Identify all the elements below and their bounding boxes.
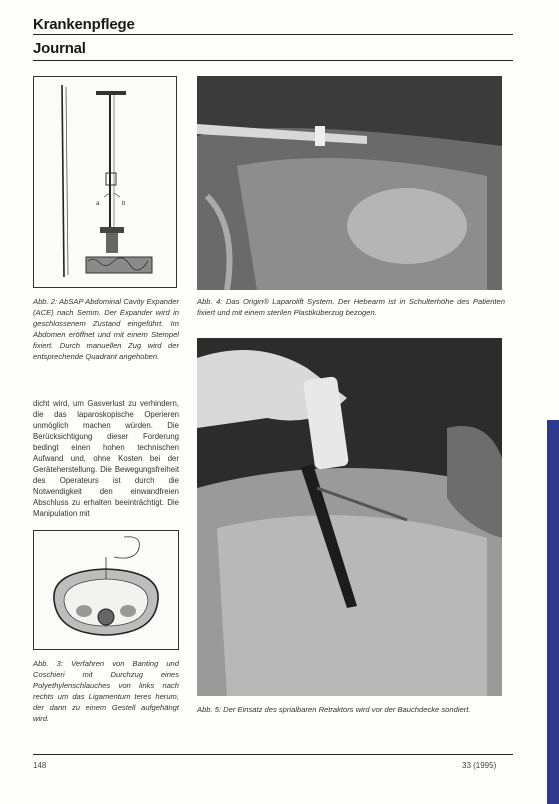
section-title: Krankenpflege xyxy=(33,16,135,33)
footer-rule xyxy=(33,754,513,755)
figure-2-caption: Abb. 2: AbSAP Abdominal Cavity Expander (ACE) nach Semm. Der Expander wird in geschlossenem Zustand eingeführt. Im Abdomen eröffnet und mit einem Stempel fixiert. Durch manuellen Zug wird der entsprechende Quadrant angehoben. xyxy=(33,297,179,361)
issue-number: 33 (1995) xyxy=(462,761,497,770)
svg-text:b: b xyxy=(122,201,126,207)
expander-drawing-icon xyxy=(34,77,176,287)
figure-5-caption: Abb. 5: Der Einsatz des sprialbaren Retraktors wird vor der Bauchdecke sondiert. xyxy=(197,705,471,714)
figure-4-photo xyxy=(197,76,502,290)
figure-3-caption: Abb. 3: Verfahren von Banting und Coschieri mit Durchzug eines Polyethylenschlauches von links nach rechts um das Ligamentum teres herum, der dann zu einem Gestell aufgehängt wird. xyxy=(33,659,179,723)
header-rule-bottom xyxy=(33,60,513,61)
subsection-title: Journal xyxy=(33,40,86,57)
header-rule-top xyxy=(33,34,513,35)
figure-3-cross-section-drawing xyxy=(33,530,179,650)
page-edge-tab xyxy=(547,420,559,804)
article-body-text: dicht wird, um Gasverlust zu verhindern, die das laparoskopische Operieren unmöglich machen würden. Die Berücksichtigung dieser Forderung bedingt einen hohen technischen Aufwand und, ohne Kosten bei der Geräteherstellung. Die Bewegungsfreiheit des Operateurs ist durch die Notwendigkeit den einwandfreien Abschluss zu erhalten beeinträchtigt. Die Manipulation mit xyxy=(33,399,179,518)
figure-5-photo xyxy=(197,338,502,696)
figure-4-caption: Abb. 4: Das Origin® Laparolift System. Der Hebearm ist in Schulterhöhe des Patienten fixiert und mit einem sterilen Plastiküberzug bezogen. xyxy=(197,297,505,317)
retractor-photo-icon xyxy=(197,338,502,696)
page-number: 148 xyxy=(33,761,47,770)
svg-text:a: a xyxy=(96,201,100,207)
laparolift-photo-icon xyxy=(197,76,502,290)
figure-2-instrument-drawing xyxy=(33,76,177,288)
abdomen-cross-section-icon xyxy=(34,531,178,649)
